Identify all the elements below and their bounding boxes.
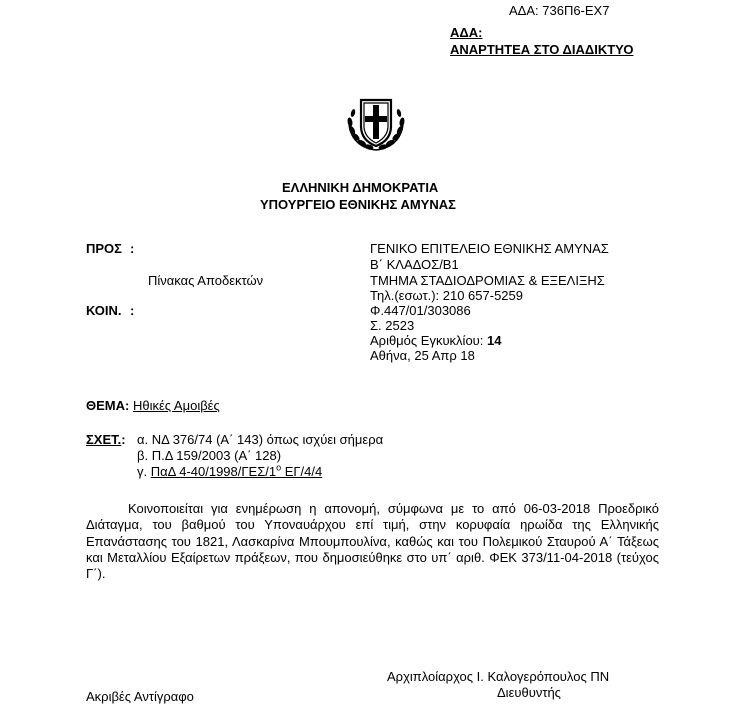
post-online-label: ΑΝΑΡΤΗΤΕΑ ΣΤΟ ΔΙΑΔΙΚΤΥΟ [450,42,634,57]
circular-label: Αριθμός Εγκυκλίου: [370,333,488,348]
subject-colon: : [125,398,130,413]
subject-label: ΘΕΜΑ [86,398,125,413]
org-line-1: ΕΛΛΗΝΙΚΗ ΔΗΜΟΚΡΑΤΙΑ [282,180,439,195]
true-copy-label: Ακριβές Αντίγραφο [86,689,194,704]
to-colon: : [130,241,135,256]
sender-line-3: ΤΜΗΜΑ ΣΤΑΔΙΟΔΡΟΜΙΑΣ & ΕΞΕΛΙΞΗΣ [370,273,605,288]
greek-coat-of-arms-icon [344,92,408,156]
sender-phone: Τηλ.(εσωτ.): 210 657-5259 [370,288,523,303]
file-number: Φ.447/01/303086 [370,303,471,318]
cc-colon: : [130,303,135,318]
cc-label: ΚΟΙΝ. [86,303,122,318]
reference-c: γ. ΠαΔ $4-40/1998/\Gamma E\Sigma/1^o$ ΕΓ/4/4 [137,462,323,479]
sigma-number: Σ. 2523 [370,318,415,333]
sender-line-2: Β΄ ΚΛΑΔΟΣ/Β1 [370,257,459,272]
circular-number: 14 [487,333,502,348]
signer-name: Αρχιπλοίαρχος Ι. Καλογερόπουλος ΠΝ [387,669,610,684]
subject-line [86,398,220,414]
subject-value: Ηθικές Αμοιβές [132,398,220,413]
reference-a: α. ΝΔ 376/74 (Α΄ 143) όπως ισχύει σήμερα [137,432,384,447]
references-label: ΣΧΕΤ.: [86,432,126,447]
reference-b: β. Π.Δ 159/2003 (Α΄ 128) [137,448,282,463]
date-line: Αθήνα, 25 Απρ 18 [370,348,475,363]
signer-title: Διευθυντής [497,685,561,700]
org-line-2: ΥΠΟΥΡΓΕΙΟ ΕΘΝΙΚΗΣ ΑΜΥΝΑΣ [260,197,456,212]
circular-number-line [370,333,501,349]
ada-label: ΑΔΑ: [450,25,483,40]
sender-line-1: ΓΕΝΙΚΟ ΕΠΙΤΕΛΕΙΟ ΕΘΝΙΚΗΣ ΑΜΥΝΑΣ [370,241,609,256]
to-label: ΠΡΟΣ [86,241,122,256]
body-paragraph: Κοινοποιείται για ενημέρωση η απονομή, σύμφωνα με το από 06-03-2018 Προεδρικό Διάταγμα, του βαθμού του Υποναυάρχου επί τιμή, στην κορυφαία ηρωίδα της Ελληνικής Επανάστασης του 1821, Λασκαρίνα Μπουμπουλίνα, καθώς και του Πολεμικού Σταυρού Α΄ Τάξεως και Μεταλλίου Εξαίρετων πράξεων, που δημοσιεύθηκε στο υπ΄ αριθ. ΦΕΚ 373/11-04-2018 (τεύχος Γ΄). [86,501,659,582]
reference-c-link[interactable]: ΠαΔ $4-40/1998/\Gamma E\Sigma/1^o$ ΕΓ/4/4 [150,462,323,479]
to-value: Πίνακας Αποδεκτών [148,273,264,288]
ada-reference: ΑΔΑ: 736Π6-ΕΧ7 [509,3,610,18]
